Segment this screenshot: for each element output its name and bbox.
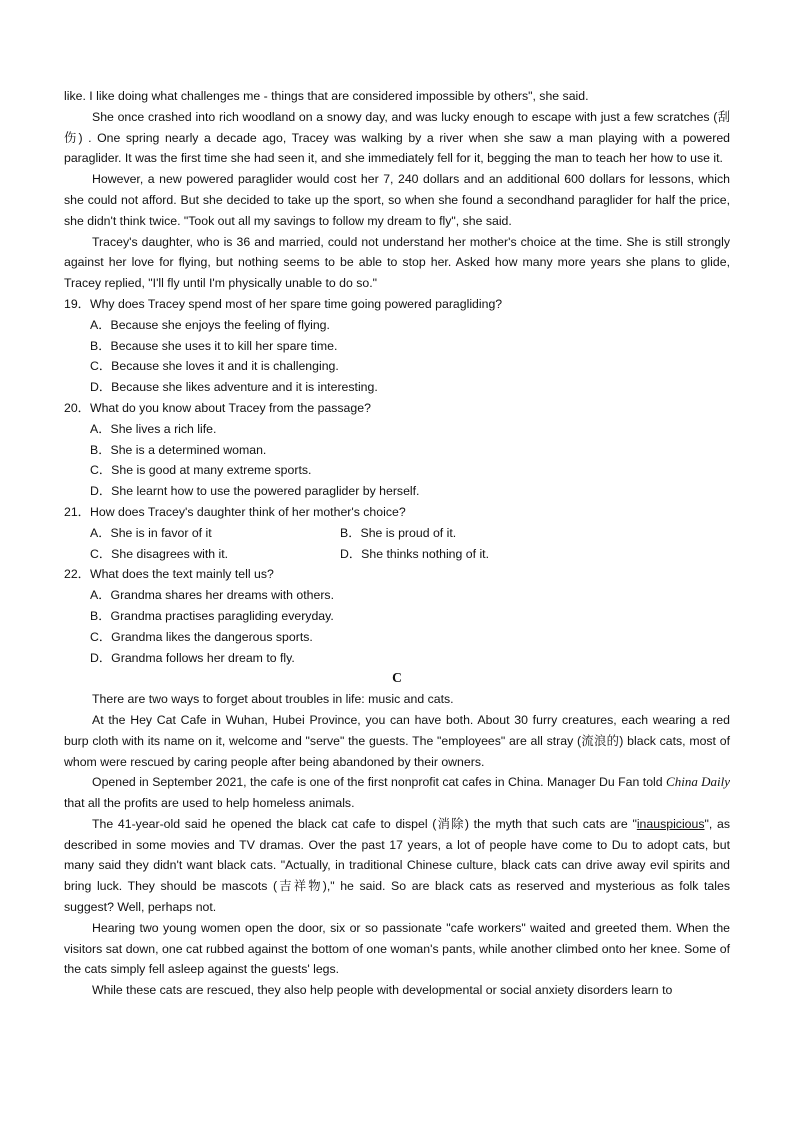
- passage-c-paragraph-4: [64, 814, 730, 918]
- passage-c-paragraph-3-text-a: Opened in September 2021, the cafe is one of the first nonprofit cat cafes in China. Manager Du Fan told: [92, 775, 667, 790]
- passage-b-paragraph-1: She once crashed into rich woodland on a snowy day, and was lucky enough to escape with just a few scratches (刮伤) . One spring nearly a decade ago, Tracey was walking by a river when she saw a man playing with a powered paraglider. It was the first time she had seen it, and she immediately fell for it, begging the man to teach her how to use it.: [64, 109, 730, 166]
- passage-c-paragraph-1: There are two ways to forget about troubles in life: music and cats.: [92, 692, 454, 707]
- question-21-options-row-2: [64, 544, 730, 565]
- section-heading: C: [392, 670, 402, 686]
- passage-c-paragraph-6: While these cats are rescued, they also help people with developmental or social anxiety disorders learn to: [92, 983, 673, 998]
- question-19-stem: 19．Why does Tracey spend most of her spare time going powered paragliding?: [64, 296, 503, 311]
- question-19: [64, 294, 730, 398]
- passage-c-paragraph-2: At the Hey Cat Cafe in Wuhan, Hubei Province, you can have both. About 30 furry creatures, each wearing a red burp cloth with its name on it, welcome and "serve" the guests. The "employees" are all stray (流浪的) black cats, most of whom were rescued by caring people after being abandoned by their owners.: [64, 712, 730, 769]
- question-20-option-c: C．She is good at many extreme sports.: [90, 463, 312, 478]
- question-22-option-d: D．Grandma follows her dream to fly.: [90, 650, 295, 665]
- question-19-option-c: C．Because she loves it and it is challenging.: [90, 359, 339, 374]
- question-21: [64, 502, 730, 564]
- question-21-option-a: A．She is in favor of it: [90, 525, 212, 540]
- question-20-option-a: A．She lives a rich life.: [90, 421, 217, 436]
- question-20: [64, 398, 730, 502]
- passage-b-paragraph-3: Tracey's daughter, who is 36 and married, could not understand her mother's choice at the time. She is still strongly against her love for flying, but nothing seems to be able to stop her. Asked how many more years she plans to glide, Tracey replied, "I'll fly until I'm physically unable to do so.": [64, 234, 730, 291]
- question-22-stem: 22．What does the text mainly tell us?: [64, 567, 274, 582]
- question-21-option-d: D．She thinks nothing of it.: [340, 546, 490, 561]
- passage-c-paragraph-3-text-b: that all the profits are used to help homeless animals.: [64, 796, 355, 811]
- question-21-stem: 21．How does Tracey's daughter think of her mother's choice?: [64, 504, 406, 519]
- underlined-word: inauspicious: [636, 816, 705, 831]
- question-19-option-a: A．Because she enjoys the feeling of flying.: [90, 317, 330, 332]
- passage-b-paragraph-2: However, a new powered paraglider would cost her 7, 240 dollars and an additional 600 dollars for lessons, which she could not afford. But she decided to take up the sport, so when she found a secondhand paraglider for half the price, she didn't think twice. "Took out all my savings to follow my dream to fly", she said.: [64, 172, 730, 228]
- passage-c-paragraph-4-text-b: ", as described in some movies and TV dramas. Over the past 17 years, a lot of people have come to Du to adopt cats, but many said they didn't want black cats. "Actually, in traditional Chinese culture, black cats can drive away evil spirits and bring luck. They should be mascots (吉祥物)," he said. So are black cats as reserved and mysterious as folk tales suggest? Well, perhaps not.: [64, 816, 730, 915]
- newspaper-name: China Daily: [666, 774, 730, 790]
- passage-b-paragraph-0: like. I like doing what challenges me - things that are considered impossible by others", she said.: [64, 89, 589, 103]
- question-21-option-b: B．She is proud of it.: [340, 525, 457, 540]
- question-22-option-c: C．Grandma likes the dangerous sports.: [90, 629, 313, 644]
- passage-c-paragraph-3: [64, 772, 730, 814]
- question-22: [64, 564, 730, 668]
- document-page: [64, 86, 730, 1001]
- question-19-option-d: D．Because she likes adventure and it is interesting.: [90, 380, 378, 395]
- question-19-option-b: B．Because she uses it to kill her spare time.: [90, 338, 338, 353]
- question-22-option-a: A．Grandma shares her dreams with others.: [90, 588, 334, 603]
- passage-c-paragraph-4-text-a: The 41-year-old said he opened the black cat cafe to dispel (消除) the myth that such cats are ": [92, 816, 637, 831]
- question-20-option-b: B．She is a determined woman.: [90, 442, 267, 457]
- passage-c-paragraph-5: Hearing two young women open the door, six or so passionate "cafe workers" waited and greeted them. When the visitors sat down, one cat rubbed against the bottom of one woman's pants, while another climbed onto her knee. Some of the cats simply fell asleep against the guests' legs.: [64, 920, 730, 977]
- question-21-option-c: C．She disagrees with it.: [90, 546, 229, 561]
- question-20-option-d: D．She learnt how to use the powered paraglider by herself.: [90, 484, 420, 499]
- question-21-options-row-1: [64, 523, 730, 544]
- question-22-option-b: B．Grandma practises paragliding everyday.: [90, 608, 334, 623]
- question-20-stem: 20．What do you know about Tracey from the passage?: [64, 400, 371, 415]
